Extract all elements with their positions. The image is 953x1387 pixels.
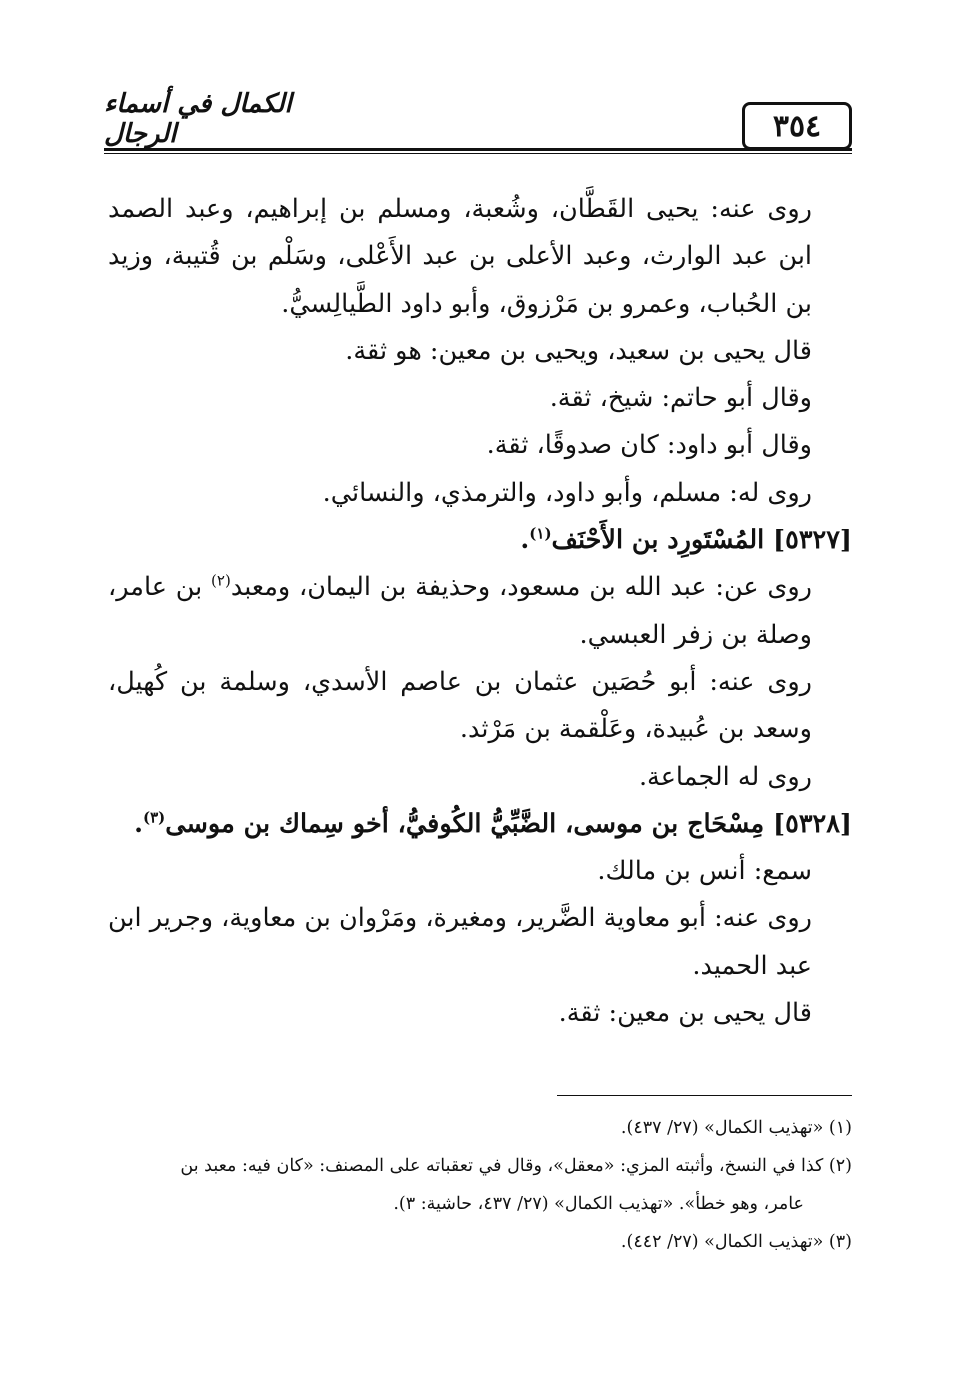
paragraph-ibn-main-opinion <box>108 990 852 1037</box>
paragraph-narrated-from <box>108 564 852 659</box>
footnote-separator <box>557 1095 852 1096</box>
main-text <box>108 186 852 1037</box>
paragraph-text: سمع: أنس بن مالك. <box>597 856 812 887</box>
paragraph-abu-hatim-opinion <box>108 375 852 422</box>
paragraph-text: قال يحيى بن معين: ثقة. <box>558 998 812 1029</box>
paragraph-abu-dawud-opinion <box>108 422 852 469</box>
paragraph-narrators-from <box>108 659 852 754</box>
footnote-1: (١) «تهذيب الكمال» (٢٧/ ٤٣٧). <box>620 1118 852 1138</box>
footnote-ref[interactable]: (٢) <box>211 571 231 590</box>
footnote-ref[interactable]: (٣) <box>143 808 166 827</box>
paragraph-narrators-from <box>108 186 852 328</box>
header-rule-thin <box>104 153 852 154</box>
page-header <box>104 89 852 154</box>
paragraph-text: وقال أبو داود: كان صدوقًا، ثقة. <box>486 430 812 461</box>
entry-heading-5327 <box>108 517 852 564</box>
footnote-2-continued: عامر، وهو خطأ». «تهذيب الكمال» (٢٧/ ٤٣٧، حاشية: ٣). <box>393 1194 804 1214</box>
running-title: الكمال في أسماء الرجال <box>104 89 292 149</box>
paragraph-text: روى عنه: يحيى القَطَّان، وشُعبة، ومسلم بن إبراهيم، وعبد الصمد ابن عبد الوارث، وعبد الأعلى بن عبد الأَعْلى، وسَلْم بن قُتيبة، وزيد بن الحُباب، وعمرو بن مَرْزوق، وأبو داود الطَّيالِسيُّ. <box>108 194 812 319</box>
paragraph-text: روى عنه: أبو معاوية الضَّرير، ومغيرة، ومَرْوان بن معاوية، وجرير ابن عبد الحميد. <box>108 903 812 981</box>
paragraph-text-cont: بن عامر، وصلة بن زفر العبسي. <box>108 572 812 650</box>
paragraph-narrated-by <box>108 470 852 517</box>
paragraph-narrators-from <box>108 895 852 990</box>
paragraph-text: روى له: مسلم، وأبو داود، والترمذي، والنسائي. <box>322 477 812 508</box>
header-rule <box>104 148 852 151</box>
footnote-3: (٣) «تهذيب الكمال» (٢٧/ ٤٤٢). <box>620 1232 852 1252</box>
paragraph-ibn-main-opinion <box>108 328 852 375</box>
footnote-2: (٢) كذا في النسخ، وأثبته المزي: «معقل»، وقال في تعقباته على المصنف: «كان فيه: معبد بن <box>180 1156 852 1176</box>
entry-title: [٥٣٢٧] المُسْتَورِد بن الأَحْنَف <box>551 525 852 556</box>
entry-title: [٥٣٢٨] مِسْحَاج بن موسى، الضَّبِّيُّ الكُوفيُّ، أخو سِماك بن موسى <box>165 808 852 839</box>
page-number: ٣٥٤ <box>742 102 852 150</box>
paragraph-text: روى عنه: أبو حُصَين عثمان بن عاصم الأسدي، وسلمة بن كُهيل، وسعد بن عُبيدة، وعَلْقمة بن مَرْثد. <box>108 666 812 745</box>
entry-heading-5328 <box>108 801 852 848</box>
entry-title-end: . <box>134 808 143 839</box>
paragraph-narrated-by <box>108 754 852 801</box>
entry-title-end: . <box>520 525 530 556</box>
paragraph-text: وقال أبو حاتم: شيخ، ثقة. <box>549 383 812 414</box>
paragraph-text: قال يحيى بن سعيد، ويحيى بن معين: هو ثقة. <box>345 335 812 366</box>
footnote-ref[interactable]: (١) <box>529 524 552 543</box>
footnotes <box>108 1109 852 1261</box>
paragraph-heard-from <box>108 848 852 895</box>
paragraph-text: روى عن: عبد الله بن مسعود، وحذيفة بن اليمان، ومعبد <box>230 572 812 603</box>
paragraph-text: روى له الجماعة. <box>638 761 812 792</box>
